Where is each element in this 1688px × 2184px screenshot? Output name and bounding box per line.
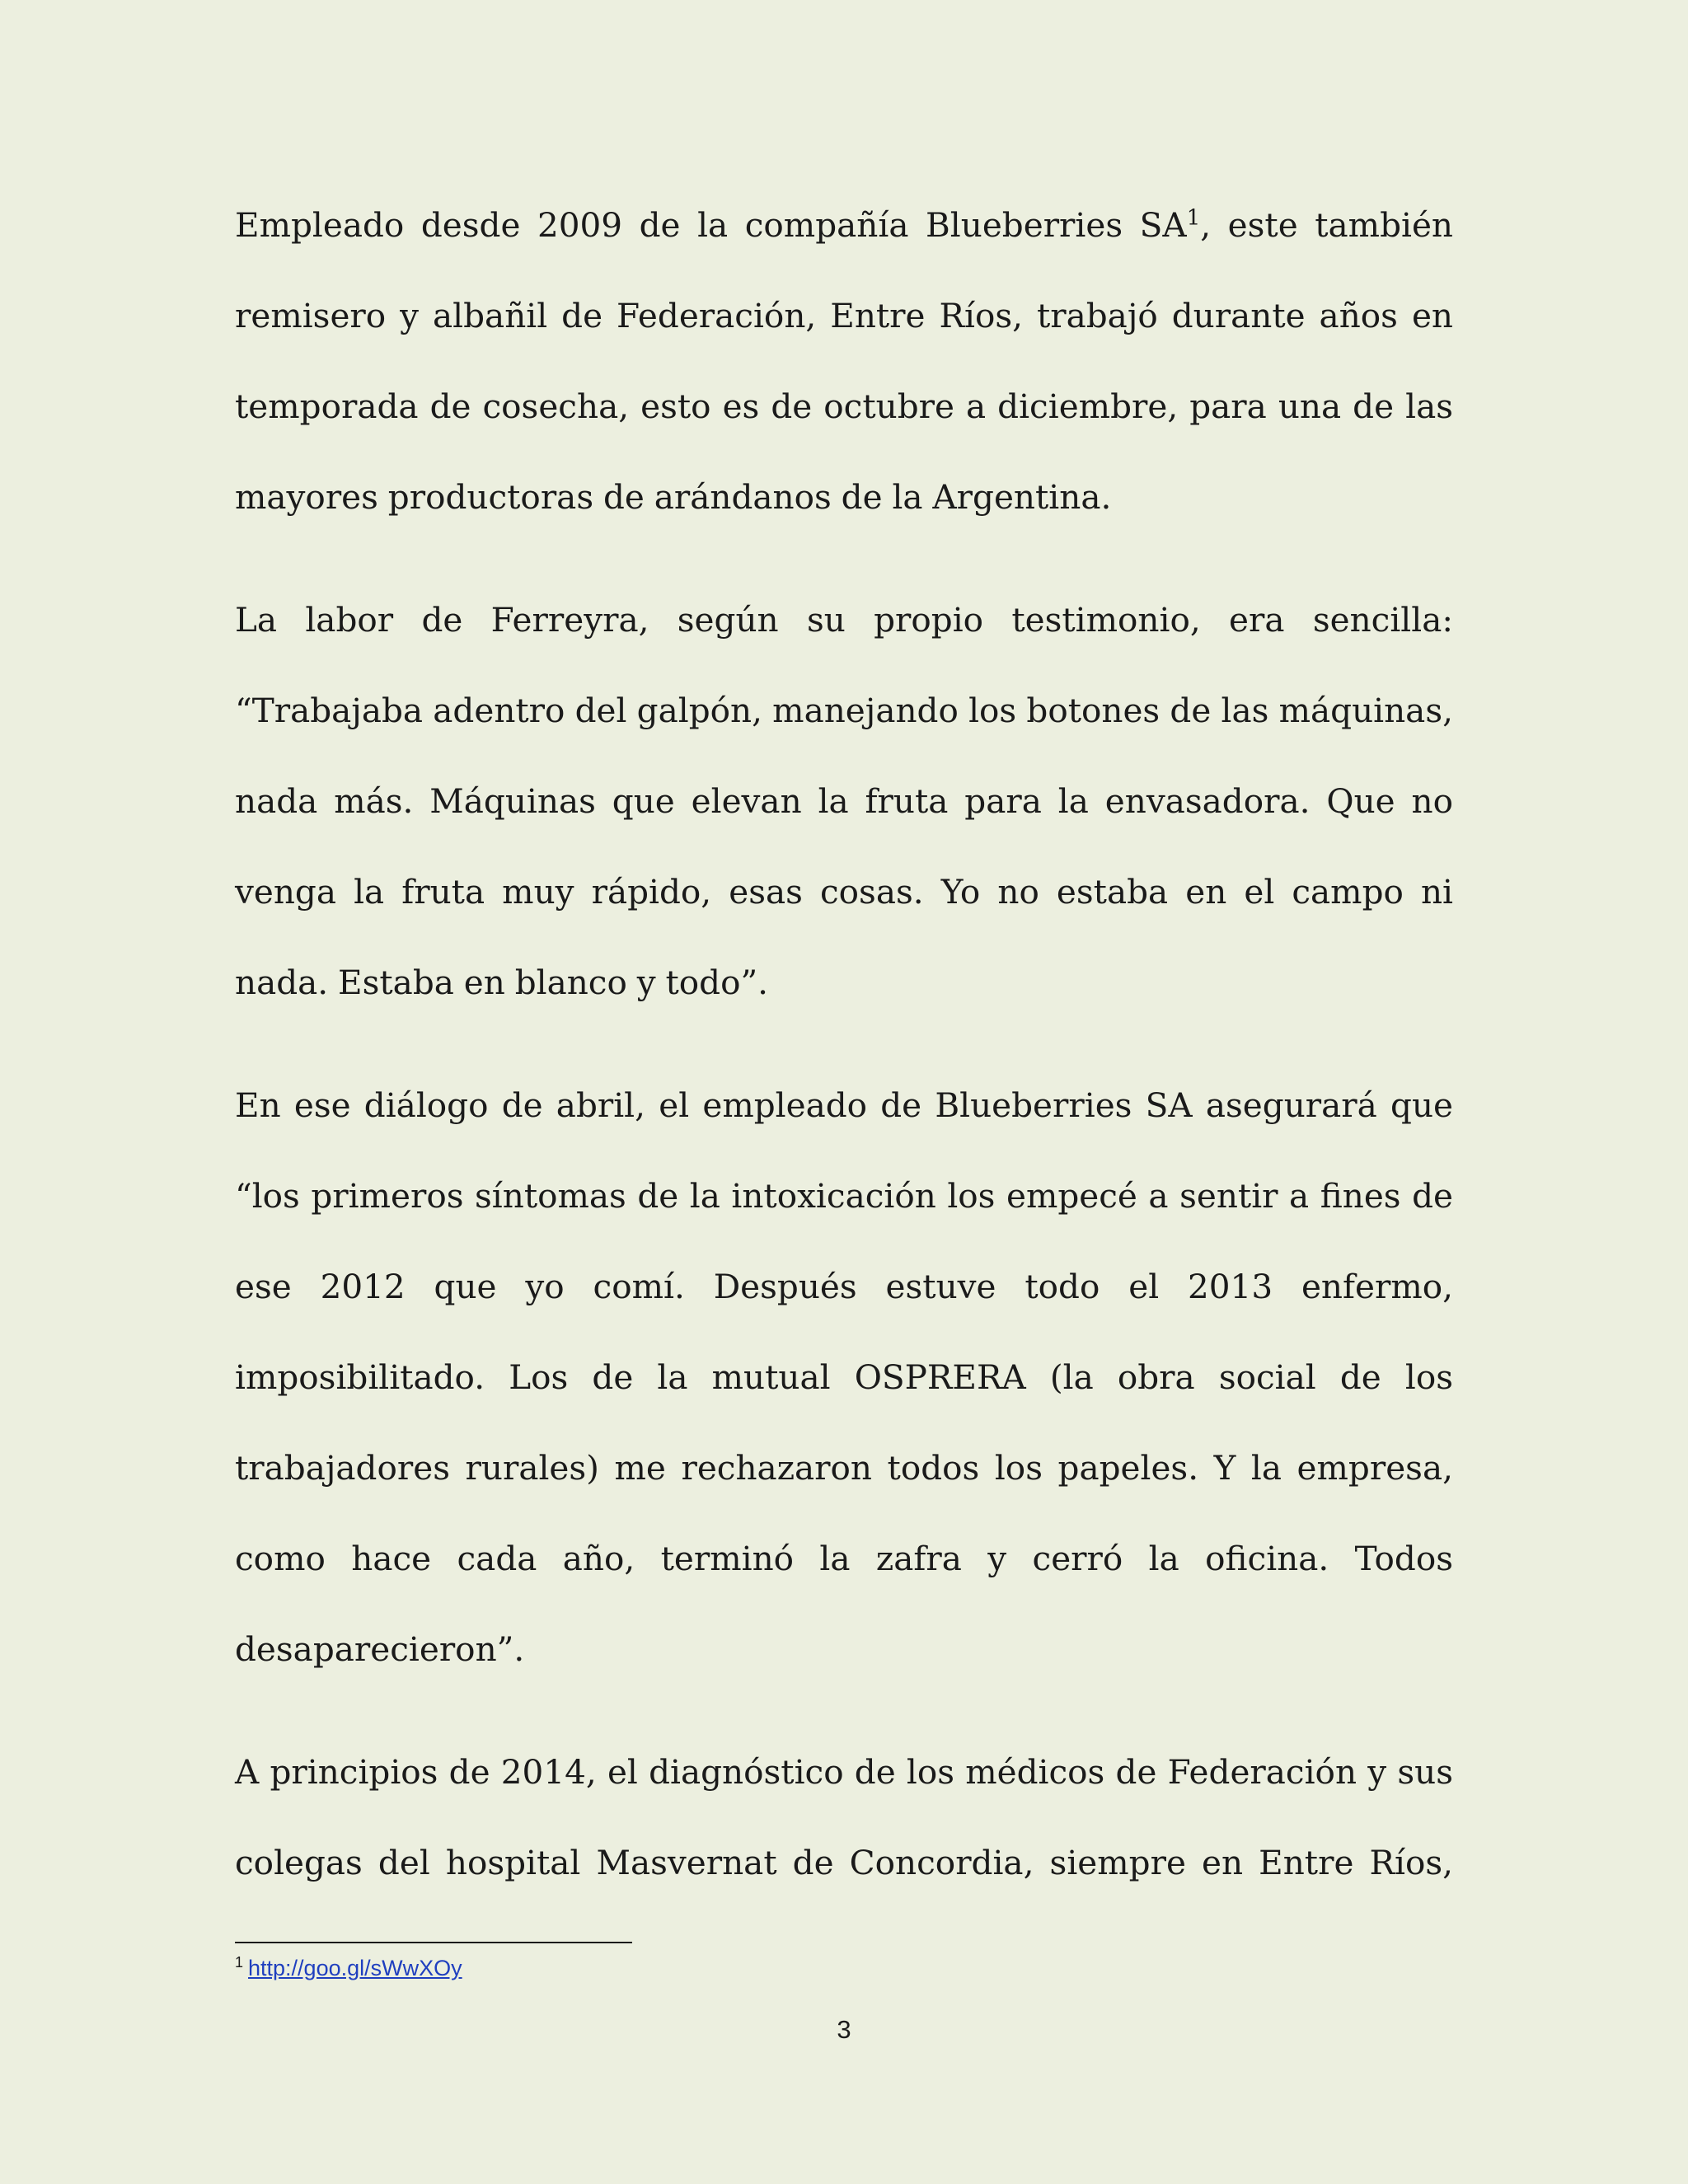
paragraph-4: A principios de 2014, el diagnóstico de los médicos de Federación y sus colegas del hospital Masvernat de Concordia, siempre en Entre Ríos, — [235, 1752, 1453, 1882]
footnote-separator — [235, 1942, 632, 1943]
paragraph-1-text-end: , este también remisero y albañil de Federación, Entre Ríos, trabajó durante años en temporada de cosecha, esto es de octubre a diciembre, para una de las mayores productoras de arándanos de la Argentina. — [235, 205, 1453, 517]
footnote-reference: 1 — [1186, 205, 1201, 231]
footnote-mark: 1 — [235, 1954, 244, 1971]
footnote-link[interactable]: http://goo.gl/sWwXOy — [248, 1956, 462, 1980]
footnote — [235, 1952, 462, 1985]
paragraph-3: En ese diálogo de abril, el empleado de Blueberries SA asegurará que “los primeros síntomas de la intoxicación los empecé a sentir a fines de ese 2012 que yo comí. Después estuve todo el 2013 enfermo, imposibilitado. Los de la mutual OSPRERA (la obra social de los trabajadores rurales) me rechazaron todos los papeles. Y la empresa, como hace cada año, terminó la zafra y cerró la oficina. Todos desaparecieron”. — [235, 1085, 1453, 1669]
paragraph-2: La labor de Ferreyra, según su propio testimonio, era sencilla: “Trabajaba adentro del galpón, manejando los botones de las máquinas, nada más. Máquinas que elevan la fruta para la envasadora. Que no venga la fruta muy rápido, esas cosas. Yo no estaba en el campo ni nada. Estaba en blanco y todo”. — [235, 600, 1453, 1002]
paragraph-1 — [235, 180, 1453, 542]
page-number: 3 — [837, 2015, 851, 2044]
paragraph-1-text-start: Empleado desde 2009 de la compañía Blueberries SA — [235, 205, 1187, 245]
body-text — [235, 180, 1453, 1940]
